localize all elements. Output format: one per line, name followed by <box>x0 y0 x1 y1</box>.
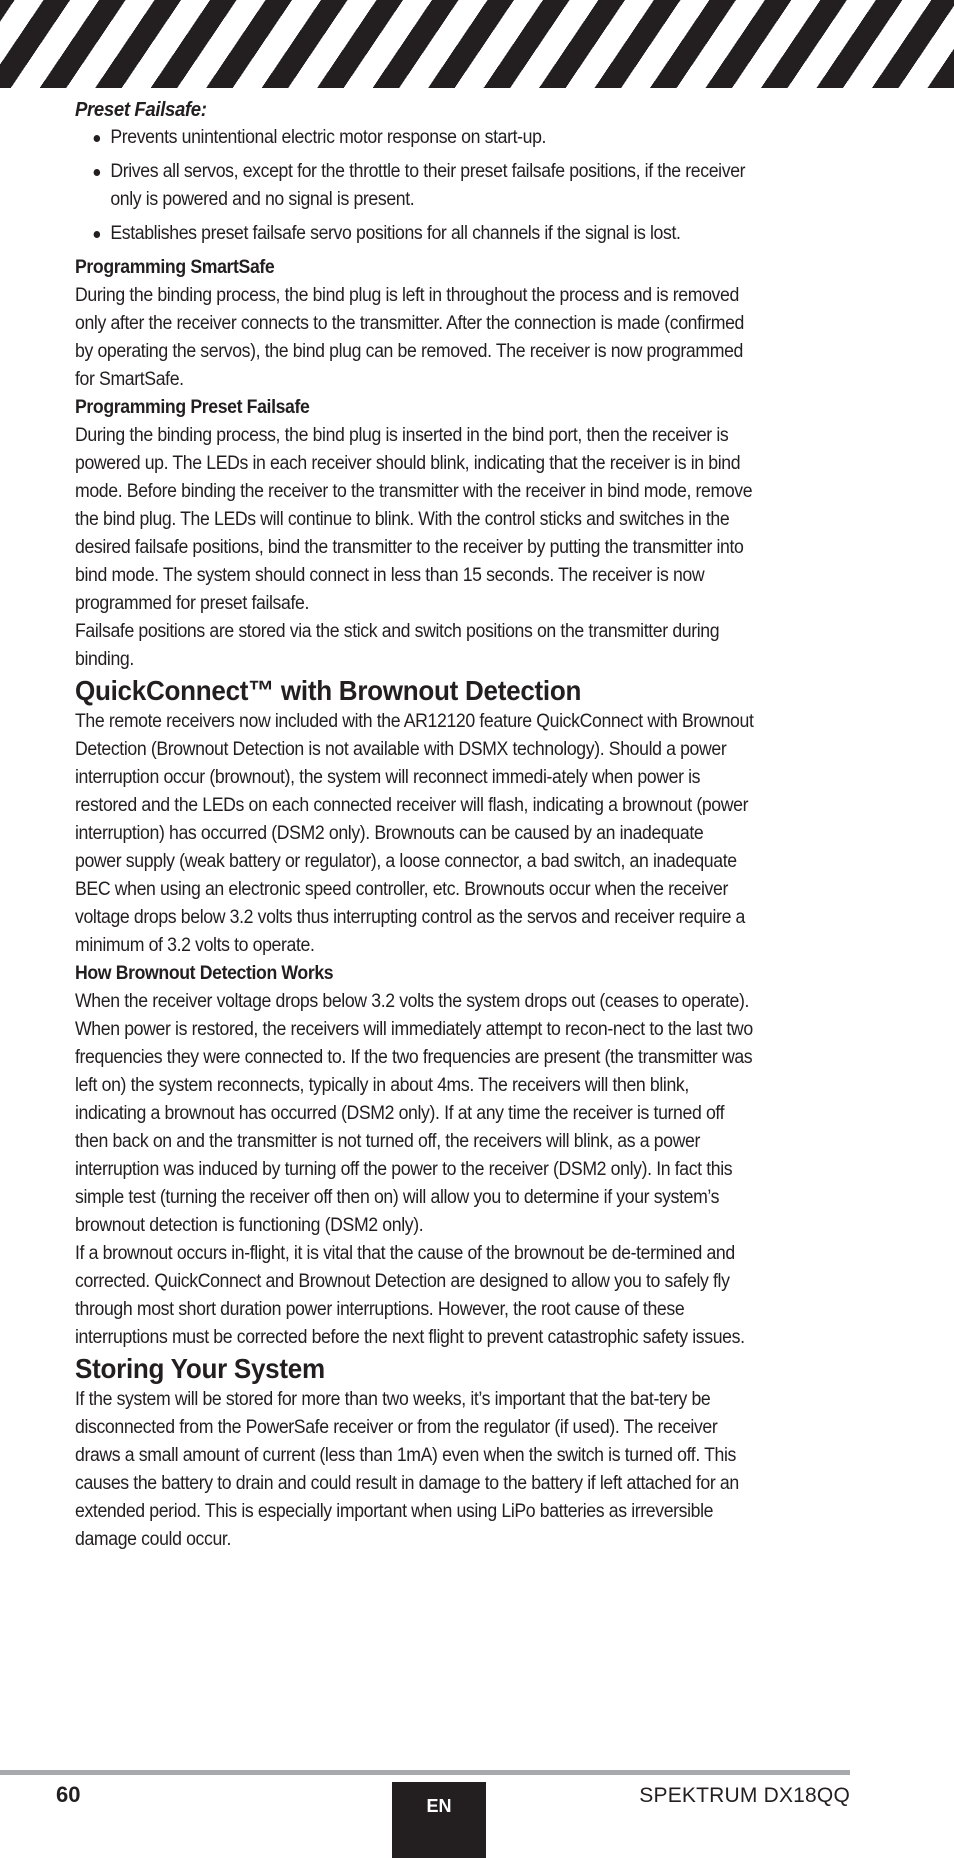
quickconnect-heading: QuickConnect™ with Brownout Detection <box>75 675 582 706</box>
programming-preset-failsafe-text: During the binding process, the bind plug is inserted in the bind port, then the receiver is powered up. The LEDs in each receiver should blink, indicating that the receiver is in bind mode. Before binding the receiver to the transmitter with the receiver in bind mode, remove the bind plug. The LEDs will continue to blink. With the control sticks and switches in the desired failsafe positions, bind the transmitter to the receiver by putting the transmitter into bind mode. The system should connect in less than 15 seconds. The receiver is now programmed for preset failsafe. <box>75 425 753 614</box>
page-number: 60 <box>56 1782 81 1807</box>
brownout-inflight-text: If a brownout occurs in-flight, it is vital that the cause of the brownout be de-termined and corrected. QuickConnect and Brownout Detection are designed to allow you to safely fly through most short duration power interruptions. However, the root cause of these interruptions must be corrected before the next flight to prevent catastrophic safety issues. <box>75 1243 745 1348</box>
how-brownout-heading: How Brownout Detection Works <box>75 963 334 984</box>
product-name: SPEKTRUM DX18QQ <box>639 1784 850 1807</box>
list-item: Prevents unintentional electric motor response on start-up. <box>75 124 754 152</box>
programming-smartsafe-text: During the binding process, the bind plug is left in throughout the process and is removed only after the receiver connects to the transmitter. After the connection is made (confirmed by operating the servos), the bind plug can be removed. The receiver is now programmed for SmartSafe. <box>75 285 745 390</box>
preset-failsafe-list <box>75 124 754 248</box>
preset-failsafe-heading: Preset Failsafe: <box>75 99 207 121</box>
programming-smartsafe-heading: Programming SmartSafe <box>75 257 275 278</box>
header-stripe-band <box>0 0 954 88</box>
storing-heading: Storing Your System <box>75 1353 325 1384</box>
programming-preset-failsafe-heading: Programming Preset Failsafe <box>75 397 310 418</box>
quickconnect-text: The remote receivers now included with the AR12120 feature QuickConnect with Brownout Detection (Brownout Detection is not available with DSMX technology). Should a power interruption occur (brownout), the system will reconnect immedi-ately when power is restored and the LEDs on each connected receiver will flash, indicating a brownout (power interruption) has occurred (DSM2 only). Brownouts can be caused by an inadequate power supply (weak battery or regulator), a loose connector, a bad switch, an inadequate BEC when using an electronic speed controller, etc. Brownouts occur when the receiver voltage drops below 3.2 volts thus interrupting control as the servos and receiver require a minimum of 3.2 volts to operate. <box>75 711 754 956</box>
list-item: Establishes preset failsafe servo positions for all channels if the signal is lost. <box>75 220 754 248</box>
list-item: Drives all servos, except for the throttle to their preset failsafe positions, if the receiver only is powered and no signal is present. <box>75 158 754 214</box>
language-tab: EN <box>392 1782 486 1858</box>
footer-divider <box>0 1770 850 1775</box>
how-brownout-text: When the receiver voltage drops below 3.2 volts the system drops out (ceases to operate). When power is restored, the receivers will immediately attempt to recon-nect to the last two frequencies they were connected to. If the two frequencies are present (the transmitter was left on) the system reconnects, typically in about 4ms. The receivers will then blink, indicating a brownout has occurred (DSM2 only). If at any time the receiver is turned off then back on and the transmitter is not turned off, the receivers will blink, as a power interruption was induced by turning off the power to the receiver (DSM2 only). In fact this simple test (turning the receiver off then on) will allow you to determine if your system’s brownout detection is functioning (DSM2 only). <box>75 991 753 1236</box>
page-content <box>75 96 754 1554</box>
storing-text: If the system will be stored for more than two weeks, it’s important that the bat-tery be disconnected from the PowerSafe receiver or from the regulator (if used). The receiver draws a small amount of current (less than 1mA) even when the switch is turned off. This causes the battery to drain and could result in damage to the battery if left attached for an extended period. This is especially important when using LiPo batteries as irreversible damage could occur. <box>75 1389 739 1550</box>
failsafe-positions-text: Failsafe positions are stored via the stick and switch positions on the transmitter during binding. <box>75 621 720 670</box>
